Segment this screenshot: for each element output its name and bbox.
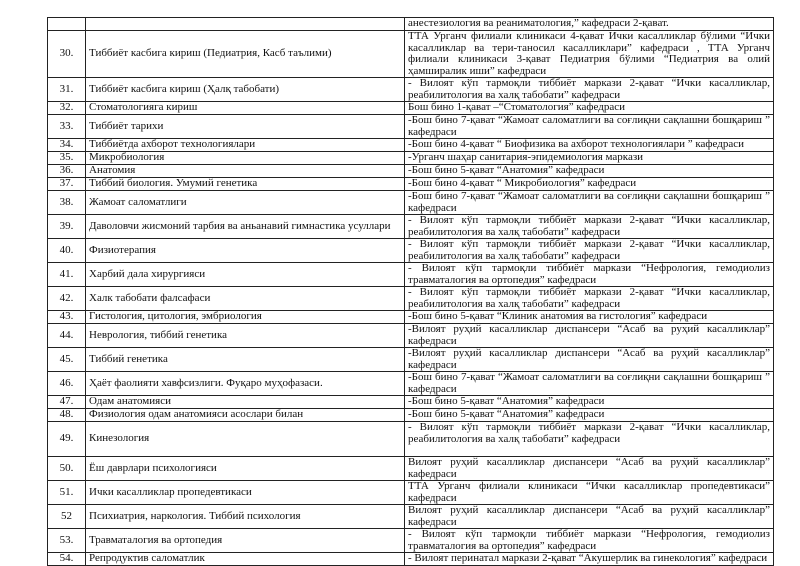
row-number-cell: 49. (48, 422, 86, 457)
subject-cell: Одам анатомияси (86, 396, 405, 409)
row-number-cell: 34. (48, 139, 86, 152)
table-row (48, 239, 774, 263)
subject-cell: Тиббиёт касбига кириш (Педиатрия, Касб таълими) (86, 31, 405, 78)
row-number-cell: 39. (48, 215, 86, 239)
table-row (48, 372, 774, 396)
subject-cell: Тиббиёт касбига кириш (Ҳалқ табобати) (86, 78, 405, 102)
location-cell: -Урганч шаҳар санитария-эпидемиология маркази (405, 152, 774, 165)
subject-cell: Ички касалликлар пропедевтикаси (86, 481, 405, 505)
row-number-cell: 38. (48, 191, 86, 215)
table-row (48, 348, 774, 372)
subject-cell (86, 18, 405, 31)
row-number-cell: 47. (48, 396, 86, 409)
location-cell: -Вилоят руҳий касалликлар диспансери “Асаб ва руҳий касалликлар” кафедраси (405, 324, 774, 348)
row-number-cell: 52 (48, 505, 86, 529)
table-row (48, 31, 774, 78)
row-number-cell: 46. (48, 372, 86, 396)
location-cell: - Вилоят кўп тармоқли тиббиёт маркази 2-қават “Ички касалликлар, реабилитология ва халқ табобати” кафедраси (405, 239, 774, 263)
subject-cell: Тиббий биология. Умумий генетика (86, 178, 405, 191)
subject-cell: Репродуктив саломатлик (86, 553, 405, 566)
row-number-cell: 33. (48, 115, 86, 139)
row-number-cell: 32. (48, 102, 86, 115)
location-cell: Вилоят руҳий касалликлар диспансери “Асаб ва руҳий касалликлар” кафедраси (405, 505, 774, 529)
table-row-continued (48, 18, 774, 31)
table-body (48, 18, 774, 566)
location-cell: -Бош бино 7-қават “Жамоат саломатлиги ва соғлиқни сақлашни бошқариш ” кафедраси (405, 191, 774, 215)
table-row (48, 457, 774, 481)
subject-cell: Анатомия (86, 165, 405, 178)
row-number-cell: 35. (48, 152, 86, 165)
row-number-cell: 50. (48, 457, 86, 481)
location-cell: -Бош бино 5-қават “Анатомия” кафедраси (405, 165, 774, 178)
row-number-cell: 43. (48, 311, 86, 324)
table-row (48, 115, 774, 139)
table-row (48, 505, 774, 529)
subject-cell: Физиология одам анатомияси асослари билан (86, 409, 405, 422)
table-row (48, 102, 774, 115)
table-row (48, 422, 774, 457)
subject-cell: Травматалогия ва ортопедия (86, 529, 405, 553)
table-row (48, 396, 774, 409)
location-cell: - Вилоят кўп тармоқли тиббиёт маркази 2-қават “Ички касалликлар, реабилитология ва халқ табобати” кафедраси (405, 78, 774, 102)
location-cell: -Вилоят руҳий касалликлар диспансери “Асаб ва руҳий касалликлар” кафедраси (405, 348, 774, 372)
table-row (48, 529, 774, 553)
location-cell: Вилоят руҳий касалликлар диспансери “Асаб ва руҳий касалликлар” кафедраси (405, 457, 774, 481)
subject-cell: Жамоат саломатлиги (86, 191, 405, 215)
row-number-cell: 36. (48, 165, 86, 178)
location-cell: - Вилоят кўп тармоқли тиббиёт маркази 2-қават “Ички касалликлар, реабилитология ва халқ табобати” кафедраси (405, 287, 774, 311)
location-cell: -Бош бино 5-қават “Клиник анатомия ва гистология” кафедраси (405, 311, 774, 324)
row-number-cell: 42. (48, 287, 86, 311)
location-cell: -Бош бино 5-қават “Анатомия” кафедраси (405, 409, 774, 422)
row-number-cell: 54. (48, 553, 86, 566)
subject-cell: Микробиология (86, 152, 405, 165)
location-cell: Бош бино 1-қават –“Стоматология” кафедраси (405, 102, 774, 115)
row-number-cell: 37. (48, 178, 86, 191)
subject-cell: Гистология, цитология, эмбриология (86, 311, 405, 324)
row-number-cell: 45. (48, 348, 86, 372)
row-number-cell: 31. (48, 78, 86, 102)
location-cell: -Бош бино 4-қават “ Биофизика ва ахборот технологиялари ” кафедраси (405, 139, 774, 152)
table-row (48, 165, 774, 178)
location-cell: -Бош бино 4-қават “ Микробиология” кафедраси (405, 178, 774, 191)
subject-cell: Психиатрия, наркология. Тиббий психология (86, 505, 405, 529)
table-row (48, 178, 774, 191)
table-row (48, 78, 774, 102)
table-row (48, 152, 774, 165)
document-page (47, 17, 773, 566)
table-row (48, 287, 774, 311)
table-row (48, 191, 774, 215)
table-row (48, 409, 774, 422)
location-cell: ТТА Урганч филиали клиникаси “Ички касалликлар пропедевтикаси” кафедраси (405, 481, 774, 505)
subject-cell: Харбий дала хирургияси (86, 263, 405, 287)
table-row (48, 311, 774, 324)
row-number-cell: 53. (48, 529, 86, 553)
subject-cell: Ёш даврлари психологияси (86, 457, 405, 481)
row-number-cell: 48. (48, 409, 86, 422)
location-cell: - Вилоят кўп тармоқли тиббиёт маркази “Нефрология, гемодиолиз травматалогия ва ортопедия” кафедраси (405, 263, 774, 287)
subject-cell: Даволовчи жисмоний тарбия ва аньанавий гимнастика усуллари (86, 215, 405, 239)
table-row (48, 324, 774, 348)
row-number-cell: 44. (48, 324, 86, 348)
subject-cell: Тиббий генетика (86, 348, 405, 372)
location-cell: ТТА Урганч филиали клиникаси 4-қават Ички касалликлар бўлими “Ички касалликлар ва тери-таносил касалликлари” кафедраси , ТТА Урганч филиали клиникаси 3-қават Педиатрия бўлими “Педиатрия ва олий ҳамширалик иши” кафедраси (405, 31, 774, 78)
subject-cell: Тиббиёт тарихи (86, 115, 405, 139)
subject-cell: Стоматологияга кириш (86, 102, 405, 115)
subject-cell: Ҳаёт фаолияти хавфсизлиги. Фуқаро муҳофазаси. (86, 372, 405, 396)
table-row (48, 553, 774, 566)
location-cell: - Вилоят кўп тармоқли тиббиёт маркази 2-қават “Ички касалликлар, реабилитология ва халқ табобати” кафедраси (405, 422, 774, 457)
table-row (48, 139, 774, 152)
subject-cell: Кинезология (86, 422, 405, 457)
subject-cell: Физиотерапия (86, 239, 405, 263)
table-row (48, 263, 774, 287)
subject-cell: Тиббиётда ахборот технологиялари (86, 139, 405, 152)
table-row (48, 481, 774, 505)
location-cell: - Вилоят кўп тармоқли тиббиёт маркази 2-қават “Ички касалликлар, реабилитология ва халқ табобати” кафедраси (405, 215, 774, 239)
row-number-cell: 30. (48, 31, 86, 78)
row-number-cell: 40. (48, 239, 86, 263)
row-number-cell: 51. (48, 481, 86, 505)
location-cell: анестезиология ва реаниматология,” кафедраси 2-қават. (405, 18, 774, 31)
location-cell: - Вилоят перинатал маркази 2-қават “Акушерлик ва гинекология” кафедраси (405, 553, 774, 566)
subject-cell: Неврология, тиббий генетика (86, 324, 405, 348)
location-cell: -Бош бино 5-қават “Анатомия” кафедраси (405, 396, 774, 409)
location-cell: -Бош бино 7-қават “Жамоат саломатлиги ва соғлиқни сақлашни бошқариш ” кафедраси (405, 372, 774, 396)
curriculum-location-table (47, 17, 774, 566)
location-cell: - Вилоят кўп тармоқли тиббиёт маркази “Нефрология, гемодиолиз травматалогия ва ортопедия” кафедраси (405, 529, 774, 553)
location-cell: -Бош бино 7-қават “Жамоат саломатлиги ва соғлиқни сақлашни бошқариш ” кафедраси (405, 115, 774, 139)
row-number-cell (48, 18, 86, 31)
table-row (48, 215, 774, 239)
row-number-cell: 41. (48, 263, 86, 287)
subject-cell: Халк табобати фалсафаси (86, 287, 405, 311)
